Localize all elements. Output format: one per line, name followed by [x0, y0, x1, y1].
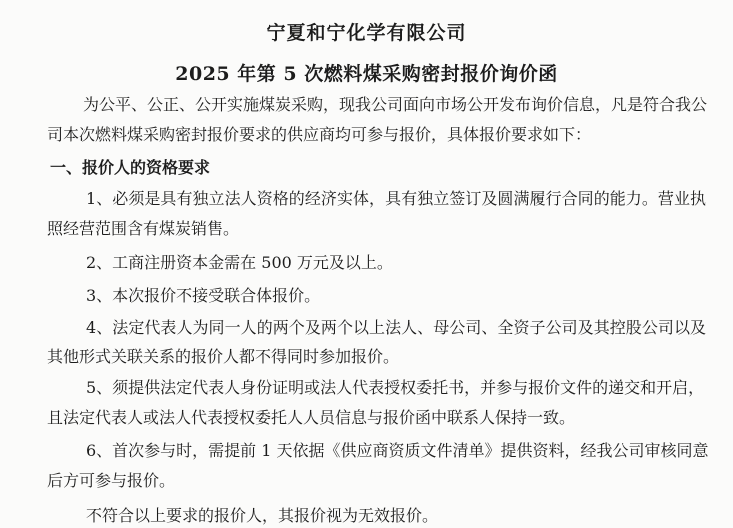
requirement-5-line-1: 5、须提供法定代表人身份证明或法人代表授权委托书，并参与报价文件的递交和开启，: [86, 378, 705, 397]
intro-line-2: 司本次燃料煤采购密封报价要求的供应商均可参与报价，具体报价要求如下：: [47, 125, 592, 144]
company-name: 宁夏和宁化学有限公司: [266, 22, 467, 44]
requirement-5-line-2: 且法定代表人或法人代表授权委托人人员信息与报价函中联系人保持一致。: [47, 408, 576, 427]
requirement-4-line-2: 其他形式关联关系的报价人都不得同时参加报价。: [47, 347, 400, 366]
document-title: 2025 年第 5 次燃料煤采购密封报价询价函: [175, 63, 558, 85]
requirement-4-line-1: 4、法定代表人为同一人的两个及两个以上法人、母公司、全资子公司及其控股公司以及: [86, 318, 706, 337]
requirement-3: 3、本次报价不接受联合体报价。: [86, 286, 321, 305]
closing-statement: 不符合以上要求的报价人，其报价视为无效报价。: [86, 506, 439, 525]
requirement-1-line-2: 照经营范围含有煤炭销售。: [47, 219, 240, 238]
requirement-1-line-1: 1、必须是具有独立法人资格的经济实体，具有独立签订及圆满履行合同的能力。营业执: [86, 189, 706, 208]
section-heading-qualifications: 一、报价人的资格要求: [50, 158, 211, 177]
requirement-6-line-2: 后方可参与报价。: [47, 471, 176, 490]
requirement-6-line-1: 6、首次参与时，需提前 1 天依据《供应商资质文件清单》提供资料，经我公司审核同意: [86, 441, 709, 460]
intro-line-1: 为公平、公正、公开实施煤炭采购，现我公司面向市场公开发布询价信息，凡是符合我公: [83, 95, 708, 114]
requirement-2: 2、工商注册资本金需在 500 万元及以上。: [86, 253, 393, 272]
